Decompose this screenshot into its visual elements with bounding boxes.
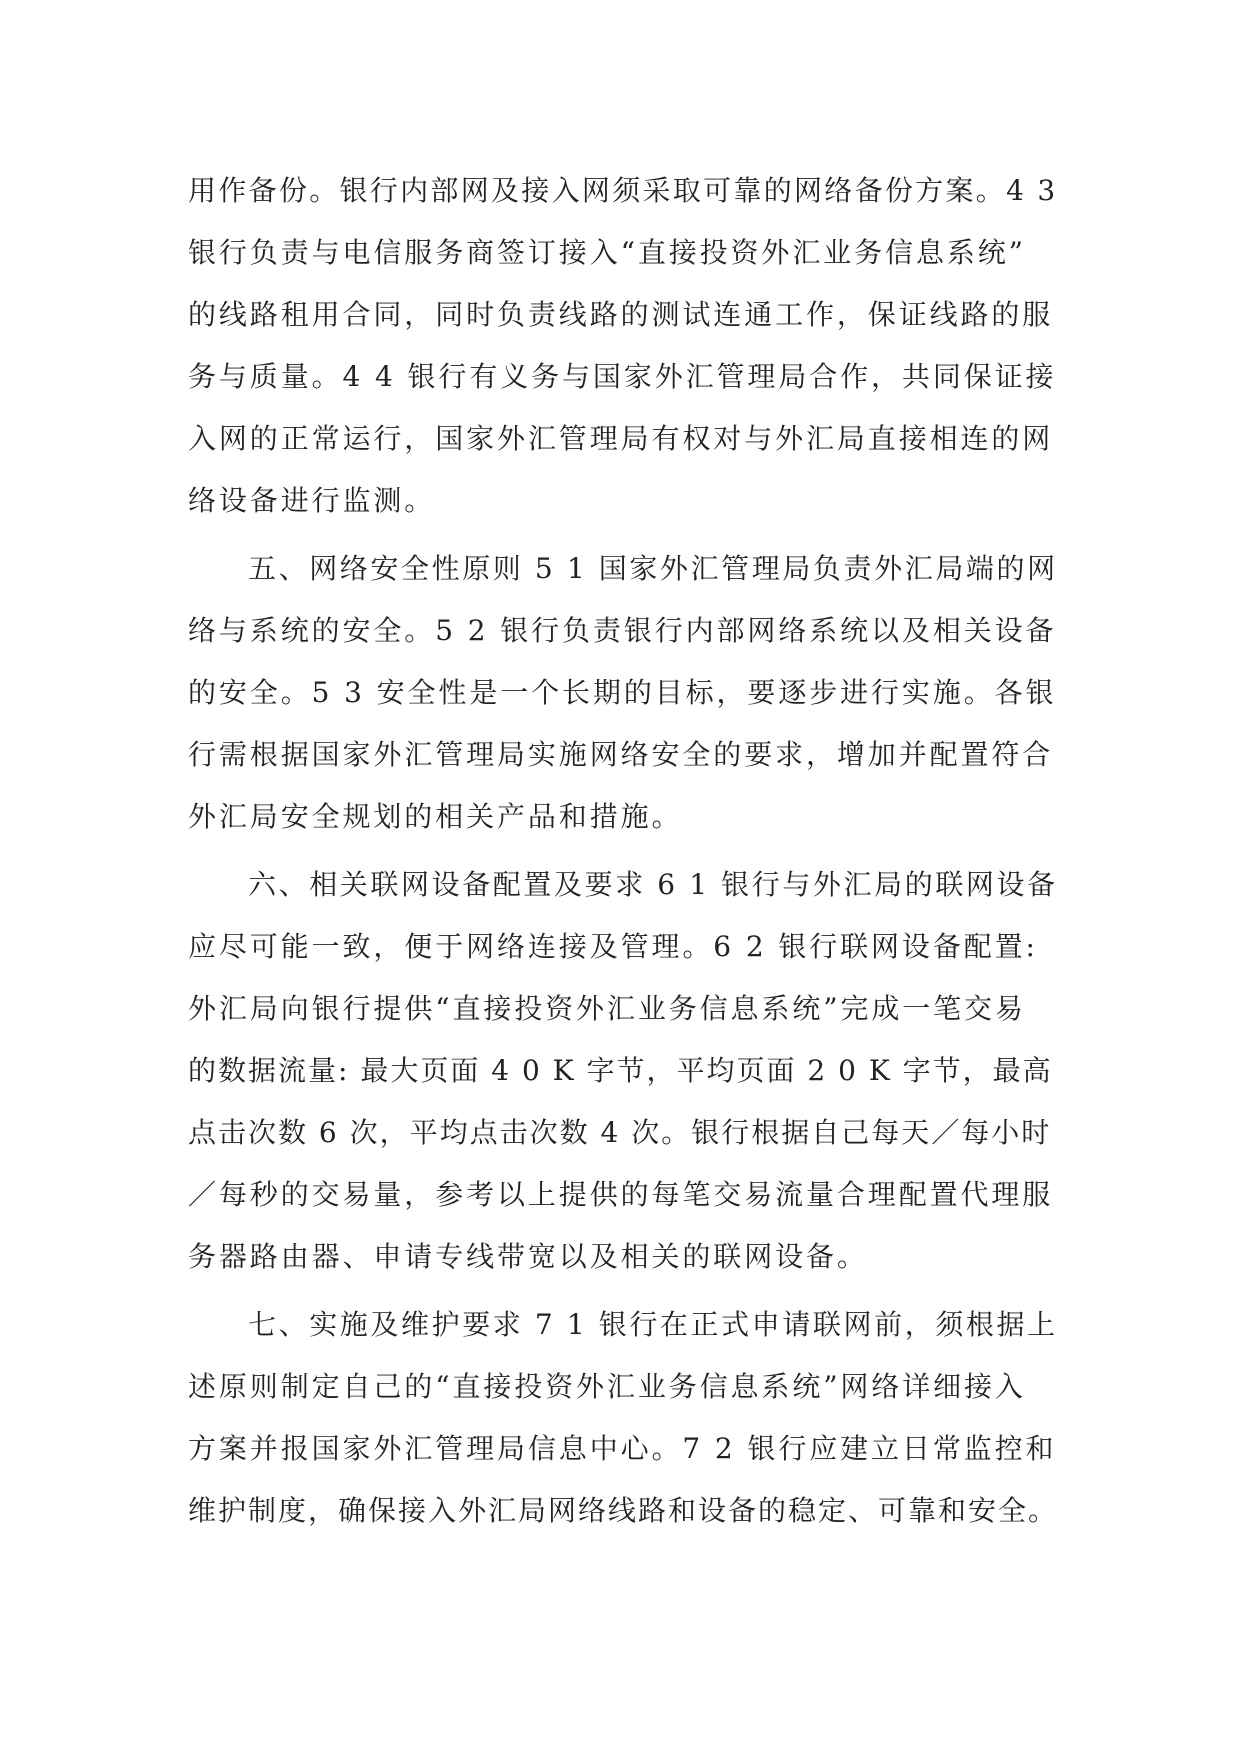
text-line: 外汇局安全规划的相关产品和措施。 [188, 800, 683, 833]
paragraph [188, 1294, 1059, 1542]
text-line: ／每秒的交易量，参考以上提供的每笔交易流量合理配置代理服 [188, 1178, 1054, 1211]
paragraph [188, 854, 1058, 1288]
text-line: 用作备份。银行内部网及接入网须采取可靠的网络备份方案。4 3 [188, 174, 1058, 207]
text-line: 维护制度，确保接入外汇局网络线路和设备的稳定、可靠和安全。 [188, 1494, 1059, 1527]
section-heading-line: 七、实施及维护要求 7 1 银行在正式申请联网前，须根据上 [248, 1308, 1058, 1341]
text-line: 入网的正常运行，国家外汇管理局有权对与外汇局直接相连的网 [188, 422, 1054, 455]
text-line: 的数据流量: 最大页面 4 0 K 字节，平均页面 2 0 K 字节，最高 [188, 1054, 1053, 1087]
text-line: 银行负责与电信服务商签订接入“直接投资外汇业务信息系统” [188, 236, 1026, 269]
text-line: 方案并报国家外汇管理局信息中心。7 2 银行应建立日常监控和 [188, 1432, 1057, 1465]
paragraph [188, 160, 1058, 532]
text-line: 的线路租用合同，同时负责线路的测试连通工作，保证线路的服 [188, 298, 1054, 331]
text-line: 述原则制定自己的“直接投资外汇业务信息系统”网络详细接入 [188, 1370, 1026, 1403]
text-line: 络设备进行监测。 [188, 484, 436, 517]
text-line: 务器路由器、申请专线带宽以及相关的联网设备。 [188, 1240, 868, 1273]
section-heading-line: 六、相关联网设备配置及要求 6 1 银行与外汇局的联网设备 [248, 868, 1058, 901]
text-line: 的安全。5 3 安全性是一个长期的目标，要逐步进行实施。各银 [188, 676, 1057, 709]
paragraph [188, 538, 1058, 848]
text-line: 务与质量。4 4 银行有义务与国家外汇管理局合作，共同保证接 [188, 360, 1057, 393]
section-heading-line: 五、网络安全性原则 5 1 国家外汇管理局负责外汇局端的网 [248, 552, 1058, 585]
document-body [188, 160, 1059, 1542]
text-line: 行需根据国家外汇管理局实施网络安全的要求，增加并配置符合 [188, 738, 1054, 771]
text-line: 络与系统的安全。5 2 银行负责银行内部网络系统以及相关设备 [188, 614, 1057, 647]
text-line: 外汇局向银行提供“直接投资外汇业务信息系统”完成一笔交易 [188, 992, 1026, 1025]
text-line: 点击次数 6 次，平均点击次数 4 次。银行根据自己每天／每小时 [188, 1116, 1052, 1149]
text-line: 应尽可能一致，便于网络连接及管理。6 2 银行联网设备配置: [188, 930, 1038, 963]
